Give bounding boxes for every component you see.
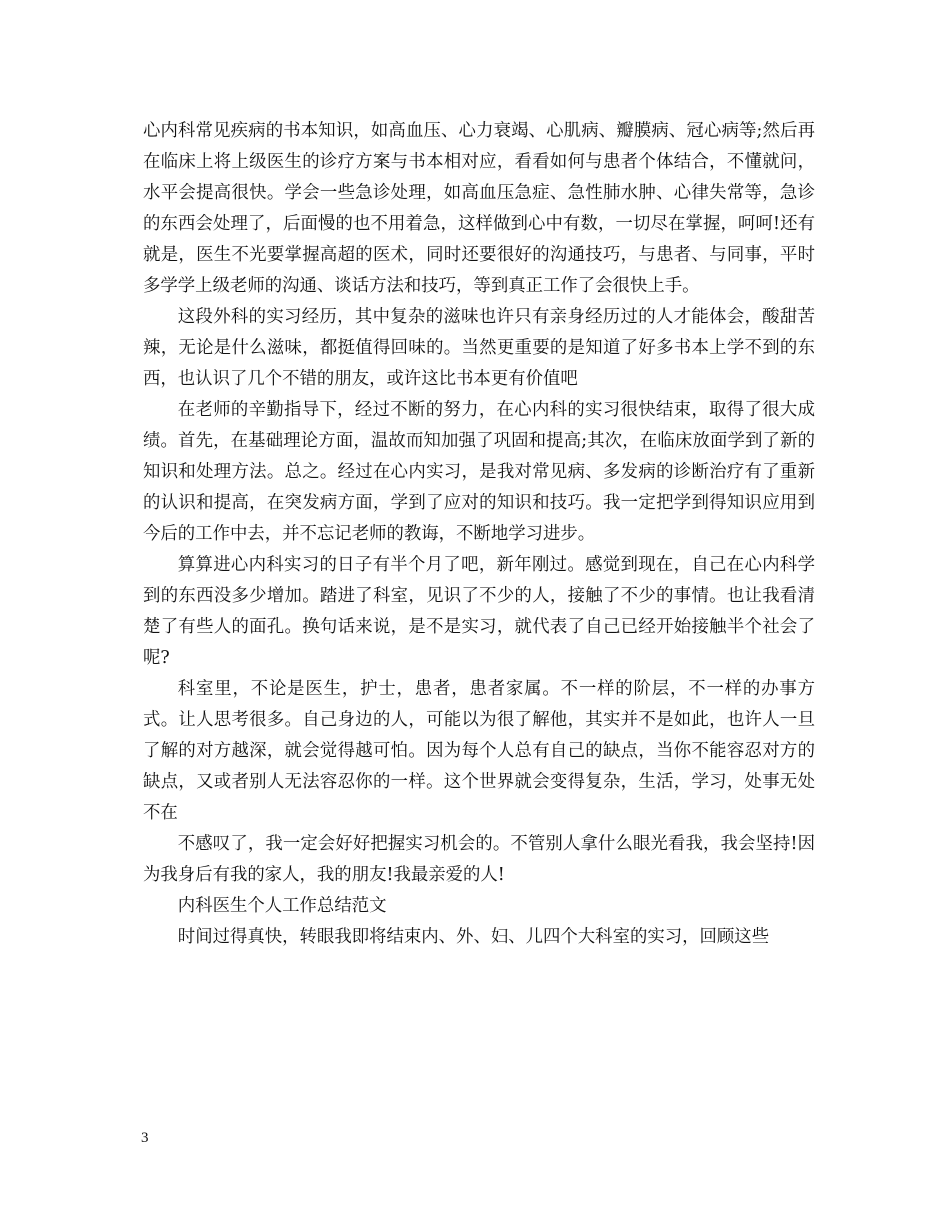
paragraph-7: 时间过得真快，转眼我即将结束内、外、妇、儿四个大科室的实习，回顾这些 bbox=[177, 927, 770, 947]
page-number: 3 bbox=[141, 1130, 149, 1146]
section-heading: 内科医生个人工作总结范文 bbox=[177, 896, 387, 916]
paragraph-1: 心内科常见疾病的书本知识，如高血压、心力衰竭、心肌病、瓣膜病、冠心病等;然后再在临床上将上级医生的诊疗方案与书本相对应，看看如何与患者个体结合，不懂就问，水平会提高很快。学会一些急诊处理，如高血压急症、急性肺水肿、心律失常等，急诊的东西会处理了，后面慢的也不用着急，这样做到心中有数，一切尽在掌握，呵呵!还有就是，医生不光要掌握高超的医术，同时还要很好的沟通技巧，与患者、与同事，平时多学学上级老师的沟通、谈话方法和技巧，等到真正工作了会很快上手。 bbox=[143, 121, 815, 296]
paragraph-6: 不感叹了，我一定会好好把握实习机会的。不管别人拿什么眼光看我，我会坚持!因为我身后有我的家人，我的朋友!我最亲爱的人! bbox=[143, 834, 815, 885]
body-text bbox=[143, 116, 815, 953]
paragraph-2: 这段外科的实习经历，其中复杂的滋味也许只有亲身经历过的人才能体会，酸甜苦辣，无论是什么滋味，都挺值得回味的。当然更重要的是知道了好多书本上学不到的东西，也认识了几个不错的朋友，或许这比书本更有价值吧 bbox=[143, 307, 815, 389]
paragraph-5: 科室里，不论是医生，护士，患者，患者家属。不一样的阶层，不一样的办事方式。让人思考很多。自己身边的人，可能以为很了解他，其实并不是如此，也许人一旦了解的对方越深，就会觉得越可怕。因为每个人总有自己的缺点，当你不能容忍对方的缺点，又或者别人无法容忍你的一样。这个世界就会变得复杂，生活，学习，处事无处不在 bbox=[143, 679, 815, 823]
paragraph-4: 算算进心内科实习的日子有半个月了吧，新年刚过。感觉到现在，自己在心内科学到的东西没多少增加。踏进了科室，见识了不少的人，接触了不少的事情。也让我看清楚了有些人的面孔。换句话来说，是不是实习，就代表了自己已经开始接触半个社会了呢? bbox=[143, 555, 815, 668]
paragraph-3: 在老师的辛勤指导下，经过不断的努力，在心内科的实习很快结束，取得了很大成绩。首先，在基础理论方面，温故而知加强了巩固和提高;其次，在临床放面学到了新的知识和处理方法。总之。经过在心内实习，是我对常见病、多发病的诊断治疗有了重新的认识和提高，在突发病方面，学到了应对的知识和技巧。我一定把学到得知识应用到今后的工作中去，并不忘记老师的教诲，不断地学习进步。 bbox=[143, 400, 815, 544]
